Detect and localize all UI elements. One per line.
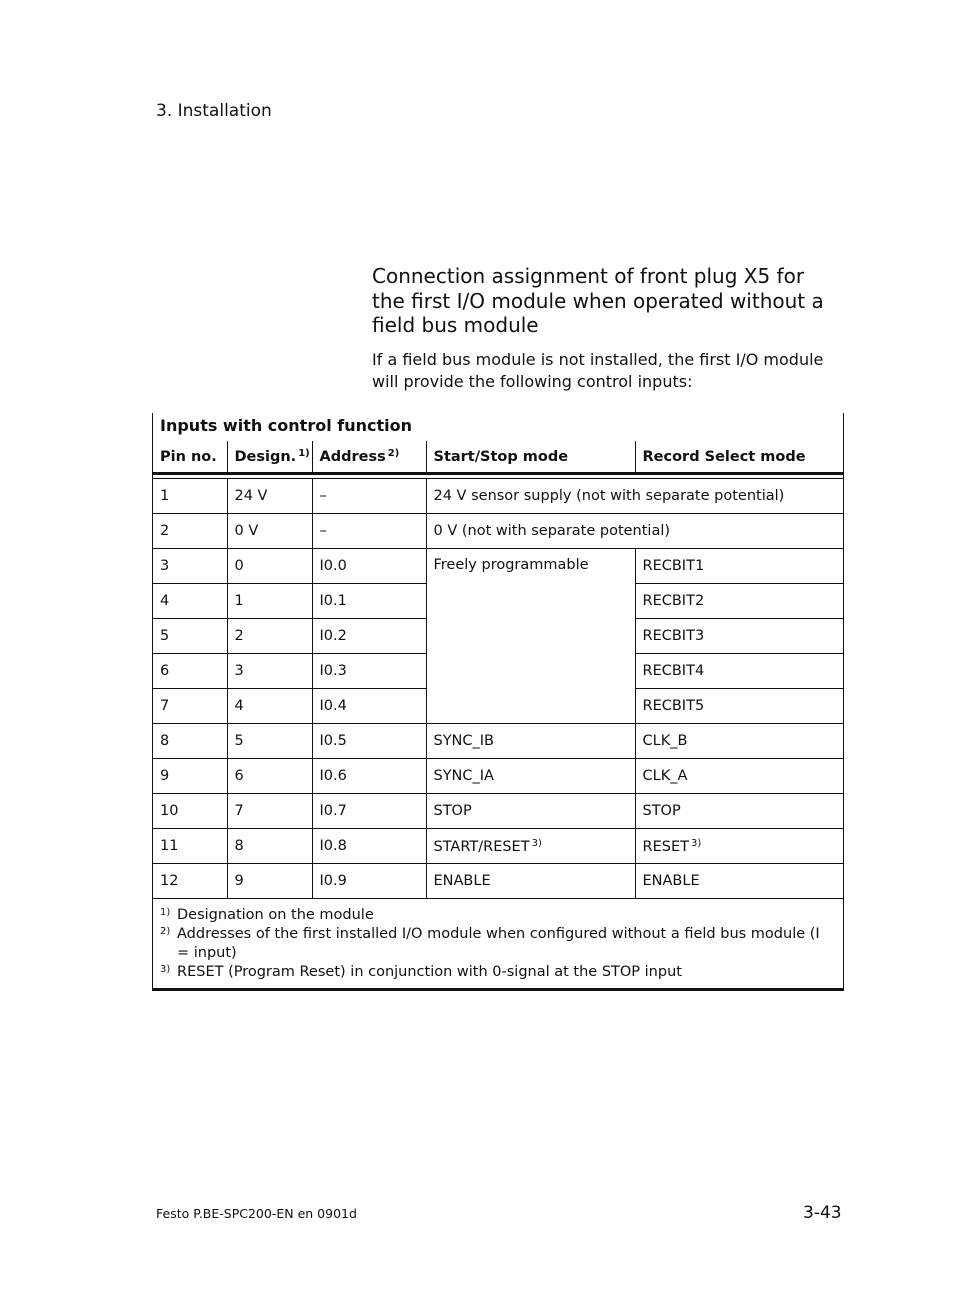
cell-design: 7 <box>227 794 312 829</box>
cell-address: I0.8 <box>312 829 426 864</box>
cell-recselect: RECBIT1 <box>635 549 843 584</box>
cell-design: 5 <box>227 724 312 759</box>
cell-design: 6 <box>227 759 312 794</box>
cell-pin: 12 <box>153 864 227 899</box>
footnote: 2) Addresses of the first installed I/O module when configured without a field bus module (I = input) <box>160 926 820 961</box>
cell-merged: 24 V sensor supply (not with separate potential) <box>426 479 843 514</box>
cell-pin: 9 <box>153 759 227 794</box>
cell-pin: 8 <box>153 724 227 759</box>
col-address: Address $^{2)}$ <box>312 441 426 474</box>
cell-startstop: ENABLE <box>426 864 635 899</box>
cell-pin: 10 <box>153 794 227 829</box>
cell-startstop: Freely programmable <box>426 549 635 724</box>
cell-pin: 3 <box>153 549 227 584</box>
page-number: 3-43 <box>803 1203 842 1223</box>
col-startstop: Start/Stop mode <box>426 441 635 474</box>
footnote: 3) RESET (Program Reset) in conjunction with 0-signal at the STOP input <box>160 964 682 980</box>
cell-design: 24 V <box>227 479 312 514</box>
cell-address: – <box>312 514 426 549</box>
cell-recselect: RECBIT4 <box>635 654 843 689</box>
table-row <box>153 759 843 794</box>
cell-recselect: STOP <box>635 794 843 829</box>
cell-design: 0 V <box>227 514 312 549</box>
table-row <box>153 864 843 899</box>
section-heading: Connection assignment of front plug X5 for the first I/O module when operated without a field bus module <box>372 264 824 337</box>
footer-doc-id: Festo P.BE-SPC200-EN en 0901d <box>156 1206 357 1221</box>
table-caption: Inputs with control function <box>160 416 412 435</box>
cell-startstop: SYNC_IA <box>426 759 635 794</box>
cell-pin: 2 <box>153 514 227 549</box>
cell-address: I0.2 <box>312 619 426 654</box>
cell-address: – <box>312 479 426 514</box>
cell-recselect: RESET $^{3)}$ <box>635 829 843 864</box>
cell-address: I0.4 <box>312 689 426 724</box>
cell-pin: 7 <box>153 689 227 724</box>
cell-address: I0.0 <box>312 549 426 584</box>
cell-recselect: RECBIT3 <box>635 619 843 654</box>
table-row <box>153 724 843 759</box>
cell-address: I0.7 <box>312 794 426 829</box>
footnote: 1) Designation on the module <box>160 907 374 923</box>
cell-startstop: STOP <box>426 794 635 829</box>
cell-recselect: RECBIT2 <box>635 584 843 619</box>
assignment-table <box>153 441 843 898</box>
chapter-header: 3. Installation <box>156 101 272 121</box>
col-pin: Pin no. <box>153 441 227 474</box>
section-intro: If a field bus module is not installed, the first I/O module will provide the following control inputs: <box>372 350 824 391</box>
cell-address: I0.5 <box>312 724 426 759</box>
table-header-row <box>153 441 843 474</box>
cell-design: 2 <box>227 619 312 654</box>
cell-pin: 4 <box>153 584 227 619</box>
cell-design: 0 <box>227 549 312 584</box>
cell-recselect: CLK_B <box>635 724 843 759</box>
table-row <box>153 479 843 514</box>
table-footnotes <box>153 898 843 988</box>
cell-startstop: SYNC_IB <box>426 724 635 759</box>
cell-design: 8 <box>227 829 312 864</box>
table-row <box>153 514 843 549</box>
cell-address: I0.9 <box>312 864 426 899</box>
cell-design: 4 <box>227 689 312 724</box>
cell-recselect: ENABLE <box>635 864 843 899</box>
table-row <box>153 794 843 829</box>
cell-design: 3 <box>227 654 312 689</box>
io-table <box>152 413 844 991</box>
cell-merged: 0 V (not with separate potential) <box>426 514 843 549</box>
cell-pin: 1 <box>153 479 227 514</box>
table-row <box>153 549 843 584</box>
cell-startstop: START/RESET $^{3)}$ <box>426 829 635 864</box>
table-row <box>153 829 843 864</box>
cell-address: I0.1 <box>312 584 426 619</box>
col-recselect: Record Select mode <box>635 441 843 474</box>
cell-pin: 5 <box>153 619 227 654</box>
cell-recselect: RECBIT5 <box>635 689 843 724</box>
cell-pin: 11 <box>153 829 227 864</box>
cell-address: I0.3 <box>312 654 426 689</box>
cell-design: 1 <box>227 584 312 619</box>
cell-recselect: CLK_A <box>635 759 843 794</box>
cell-design: 9 <box>227 864 312 899</box>
cell-address: I0.6 <box>312 759 426 794</box>
col-design: Design. $^{1)}$ <box>227 441 312 474</box>
cell-pin: 6 <box>153 654 227 689</box>
